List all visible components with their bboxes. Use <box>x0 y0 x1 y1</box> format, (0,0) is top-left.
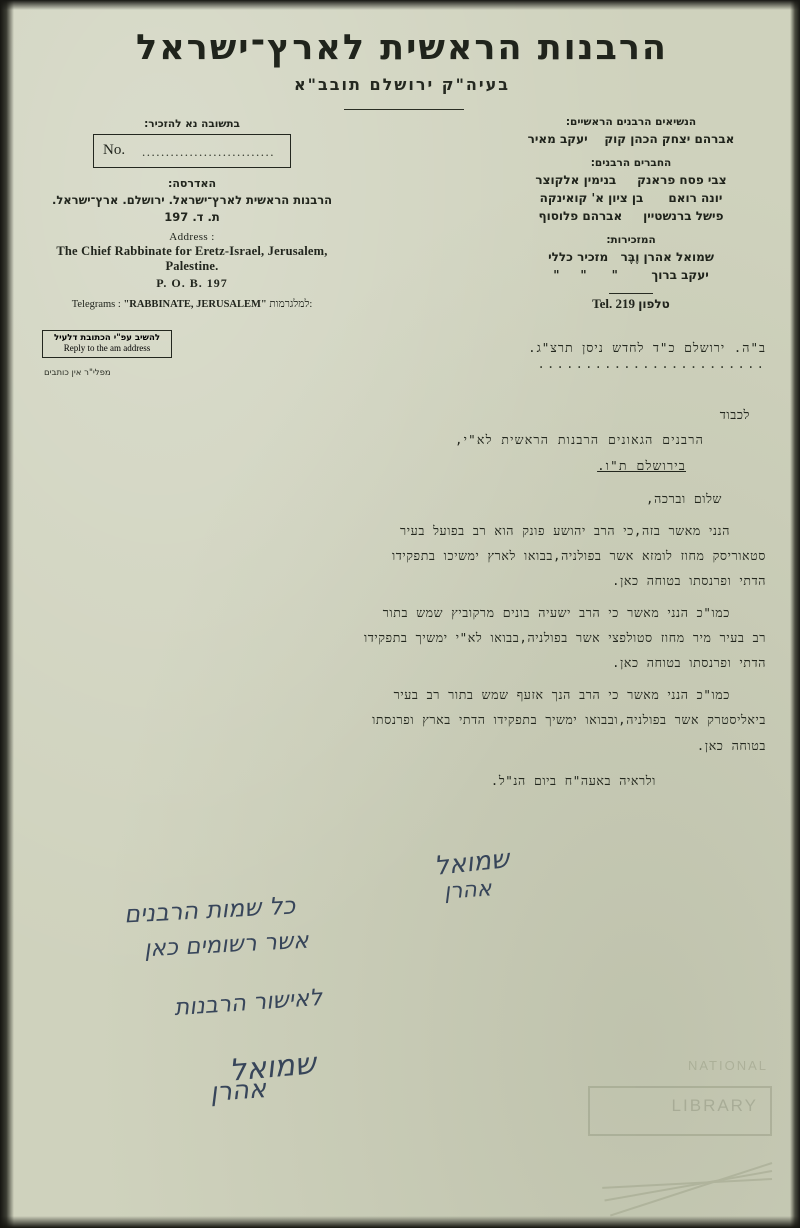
reply-address-box <box>42 330 172 358</box>
reference-number-label: No. <box>103 142 126 158</box>
p1-line-3: הדתי ופרנסתו בטוחה כאן. <box>611 573 766 589</box>
date-text: ב"ה. ירושלם כ"ד לחדש ניסן תרצ"ג. <box>528 340 766 355</box>
masthead-divider <box>344 109 464 110</box>
telegrams-line <box>42 299 342 310</box>
reference-number-box[interactable] <box>93 134 291 168</box>
archive-stamp-line1: NATIONAL <box>687 1058 768 1073</box>
telegrams-label-he: למלגרמות: <box>269 299 313 311</box>
telegrams-label-en: Telegrams : <box>71 299 121 311</box>
members-row-1: יונה רואם בן ציון א' קואינקה <box>539 191 723 205</box>
address-hebrew <box>42 177 342 225</box>
archive-stamp <box>562 1052 772 1192</box>
telephone-en: Tel. 219 <box>592 296 636 311</box>
reply-address-he: להשיב עפ"י הכתובת דלעיל <box>54 333 160 343</box>
members-row-2: פישל ברנשטיין אברהם פלוסוף <box>538 209 724 223</box>
page-edge-left <box>0 0 14 1228</box>
p1-line-2: סטאוריסק מחוז לומזא אשר בפולניה,בבואו לארץ ימשיכו בתפקידו <box>391 547 766 563</box>
letter-paragraph-2 <box>246 600 766 676</box>
members-row-0: צבי פסח פראנק בנימין אלקוצר <box>535 173 727 187</box>
secretariat-row-0: שמואל אהרן וֶבֶּר מזכיר כללי <box>548 250 714 264</box>
letterhead-sheet <box>14 10 790 1216</box>
handwritten-note-3: לאישור הרבנות <box>173 984 324 1022</box>
archive-stamp-line2: LIBRARY <box>671 1096 758 1115</box>
p3-line-3: בטוחה כאן. <box>696 737 766 753</box>
letter-paragraph-1 <box>246 518 766 594</box>
printer-mark: מפלי"ר אין כותבים <box>44 368 111 378</box>
date-dots: ........................ <box>537 356 766 371</box>
letter-attestation: ולראיה באעה"ח ביום הנ"ל. <box>490 772 656 788</box>
secretariat-title: המזכירות: <box>606 234 656 246</box>
handwritten-signature-3: שמואל <box>227 1046 318 1089</box>
secretariat-row-1: יעקב ברוך " " " <box>553 268 709 282</box>
reply-address-en: Reply to the am address <box>63 343 151 353</box>
address-en-line2: P. O. B. 197 <box>156 276 228 291</box>
handwritten-note-1: כל שמות הרבנים <box>123 891 296 929</box>
page-edge-top <box>0 0 800 10</box>
p1-line-1: הנני מאשר בזה,כי הרב יהושע פונק הוא רב בפועל בעיר <box>400 522 730 538</box>
address-he-line1: הרבנות הראשית לארץ־ישראל. ירושלם. ארץ־ישראל. <box>51 193 333 207</box>
letter-place: בירושלם ת"ו. <box>597 457 686 473</box>
address-he-line2: ת. ד. 197 <box>164 209 220 224</box>
letter-recipient: הרבנים הגאונים הרבנות הראשית לא"י, <box>454 432 704 448</box>
handwritten-signature-1: שמואל <box>432 844 511 882</box>
page-edge-bottom <box>0 1216 800 1228</box>
address-en-line1: The Chief Rabbinate for Eretz-Israel, Jerusalem, Palestine. <box>56 244 328 274</box>
masthead <box>14 28 790 94</box>
archive-stamp-ray-3 <box>602 1178 772 1189</box>
handwritten-signature-2: אהרן <box>443 876 493 905</box>
letter-body <box>246 402 766 793</box>
officials-block <box>496 116 766 297</box>
members-title: החברים הרבנים: <box>590 157 672 169</box>
reference-number-dots: ............................ <box>142 144 275 159</box>
telegrams-value: "RABBINATE, JERUSALEM" <box>123 299 267 311</box>
p2-line-1: כמו"כ הנני מאשר כי הרב ישעיה בונים מרקוביץ שמש בתור <box>382 604 730 620</box>
page-edge-right <box>790 0 800 1228</box>
handwritten-signature-4: אהרן <box>209 1074 268 1108</box>
officials-group-members <box>496 157 766 225</box>
address-heading-he: האדרסה: <box>167 177 217 190</box>
letter-to: לכבוד <box>719 407 750 422</box>
officials-group-presidents <box>496 116 766 148</box>
p2-line-2: רב בעיר מיר מחוז סטולפצי אשר בפולניה,בבואו לא"י ימשיך בתפקידו <box>363 630 766 645</box>
letter-greeting: שלום וברכה, <box>645 491 722 507</box>
masthead-title: הרבנות הראשית לארץ־ישראל <box>136 28 668 68</box>
officials-divider <box>609 293 653 294</box>
p2-line-3: הדתי ופרנסתו בטוחה כאן. <box>611 655 766 671</box>
telephone-he: טלפון <box>638 297 670 311</box>
letter-paragraph-3 <box>246 682 766 758</box>
telephone-line <box>496 296 766 312</box>
officials-group-secretariat <box>496 234 766 284</box>
date-line <box>346 340 766 371</box>
presidents-title: הנשיאים הרבנים הראשיים: <box>565 116 697 128</box>
archive-stamp-ray-1 <box>610 1162 772 1216</box>
p3-line-1: כמו"כ הנני מאשר כי הרב הנך אזעף שמש בתור רב בעיר <box>393 686 730 702</box>
address-en-heading: Address : <box>169 231 215 244</box>
presidents-row-0: אברהם יצחק הכהן קוק יעקב מאיר <box>527 132 735 146</box>
address-block <box>42 118 342 310</box>
masthead-subtitle: בעיה"ק ירושלם תובב"א <box>293 75 511 94</box>
p3-line-2: ביאליסטרק אשר בפולניה,ובבואו ימשיך בתפקידו הדתי בארץ ופרנסתו <box>372 712 766 728</box>
reply-note: בתשובה נא להזכיר: <box>144 118 240 130</box>
handwritten-note-2: אשר רשומים כאן <box>143 927 310 963</box>
address-english <box>42 231 342 291</box>
